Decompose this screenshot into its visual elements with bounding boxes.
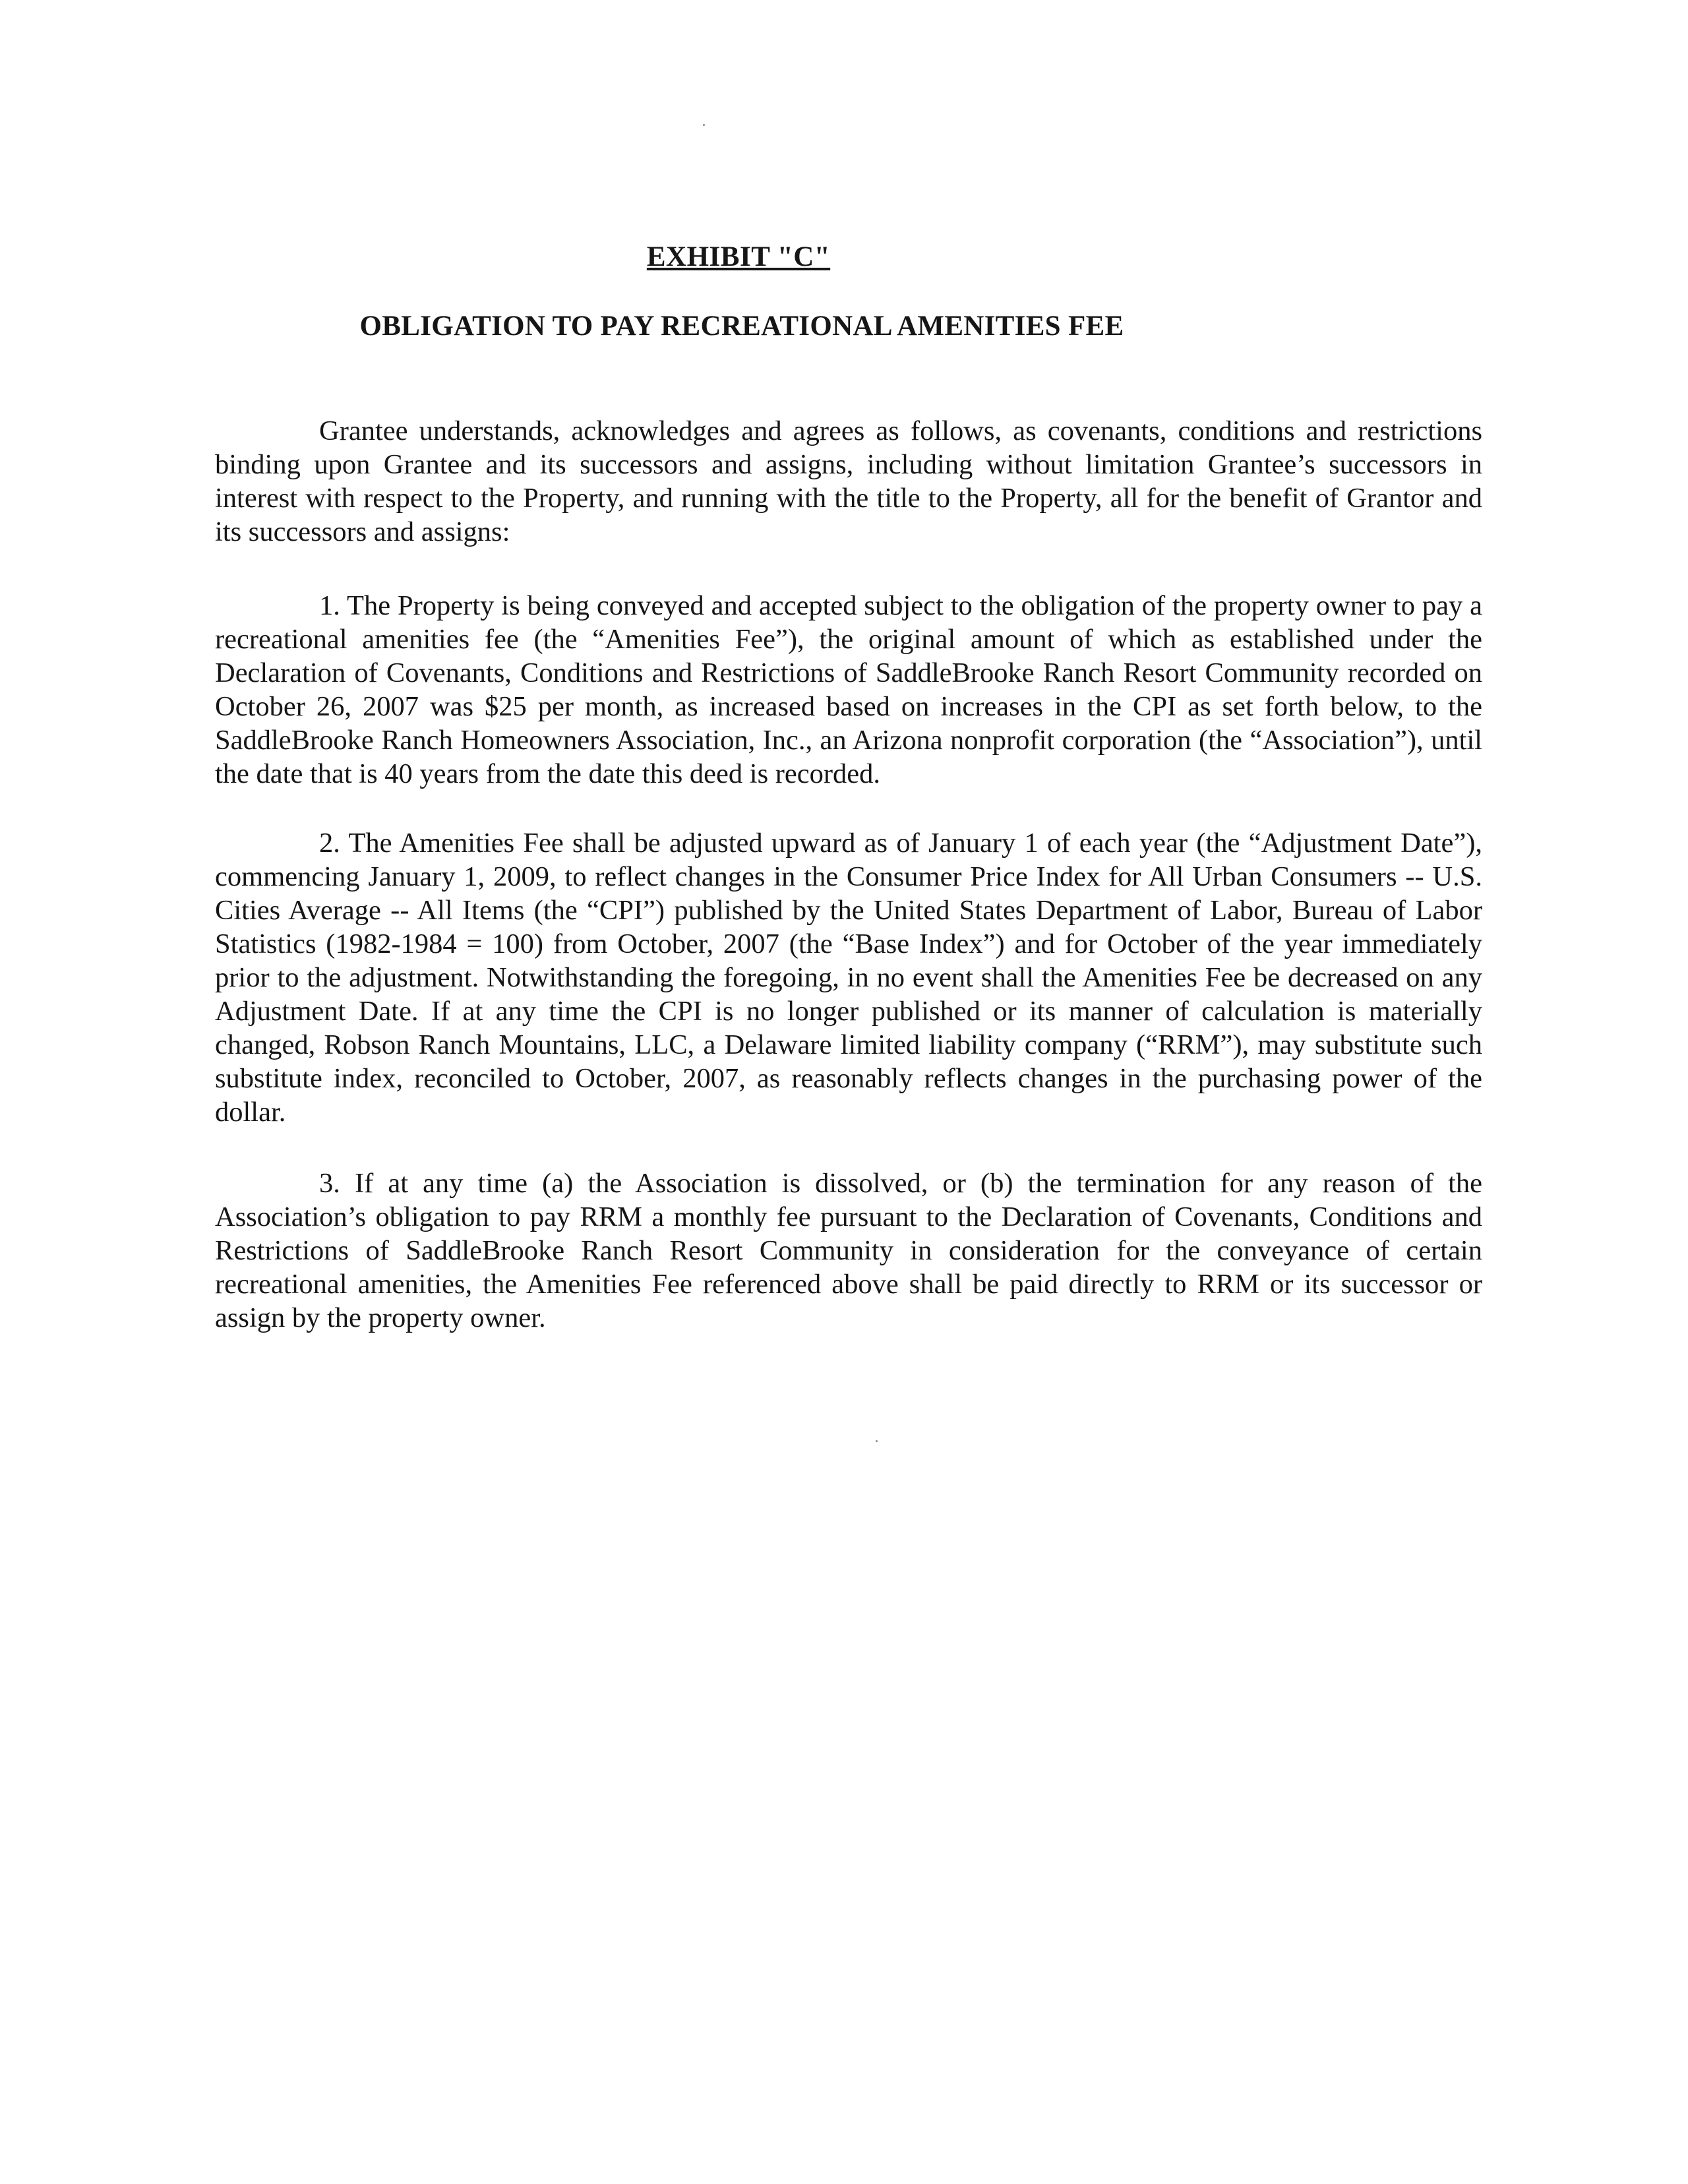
intro-paragraph: Grantee understands, acknowledges and agrees as follows, as covenants, conditions and restrictions binding upon Grantee and its successors and assigns, including without limitation Grantee’s successors in interest with respect to the Property, and running with the title to the Property, all for the benefit of Grantor and its successors and assigns: [215,415,1482,547]
paragraph-3: 3. If at any time (a) the Association is dissolved, or (b) the termination for any reason of the Association’s obligation to pay RRM a monthly fee pursuant to the Declaration of Covenants, Conditions and Restrictions of SaddleBrooke Ranch Resort Community in consideration for the conveyance of certain recreational amenities, the Amenities Fee referenced above shall be paid directly to RRM or its successor or assign by the property owner. [215,1167,1482,1333]
scan-speck [703,124,705,126]
scan-speck [876,1440,878,1442]
paragraph-2: 2. The Amenities Fee shall be adjusted upward as of January 1 of each year (the “Adjustment Date”), commencing January 1, 2009, to reflect changes in the Consumer Price Index for All Urban Consumers -- U.S. Cities Average -- All Items (the “CPI”) published by the United States Department of Labor, Bureau of Labor Statistics (1982-1984 = 100) from October, 2007 (the “Base Index”) and for October of the year immediately prior to the adjustment. Notwithstanding the foregoing, in no event shall the Amenities Fee be decreased on any Adjustment Date. If at any time the CPI is no longer published or its manner of calculation is materially changed, Robson Ranch Mountains, LLC, a Delaware limited liability company (“RRM”), may substitute such substitute index, reconciled to October, 2007, as reasonably reflects changes in the purchasing power of the dollar. [215,827,1482,1128]
document-heading: OBLIGATION TO PAY RECREATIONAL AMENITIES FEE [359,311,1124,342]
paragraph-1: 1. The Property is being conveyed and accepted subject to the obligation of the property owner to pay a recreational amenities fee (the “Amenities Fee”), the original amount of which as established under the Declaration of Covenants, Conditions and Restrictions of SaddleBrooke Ranch Resort Community recorded on October 26, 2007 was $25 per month, as increased based on increases in the CPI as set forth below, to the SaddleBrooke Ranch Homeowners Association, Inc., an Arizona nonprofit corporation (the “Association”), until the date that is 40 years from the date this deed is recorded. [215,590,1482,789]
exhibit-title: EXHIBIT "C" [646,241,831,272]
